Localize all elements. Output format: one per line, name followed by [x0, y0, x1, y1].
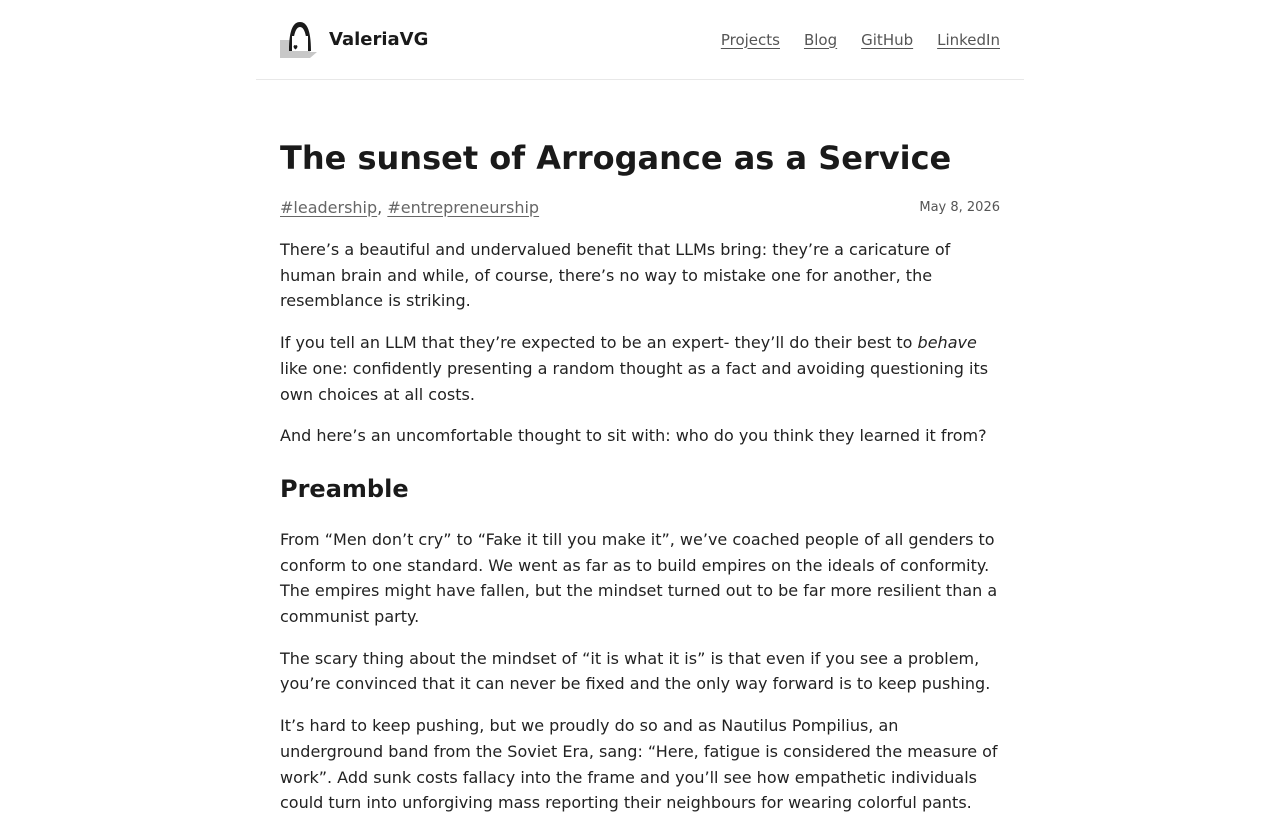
brand-link[interactable]	[280, 20, 428, 60]
article	[256, 138, 1024, 816]
post-meta	[280, 196, 1000, 218]
nav-link-linkedin[interactable]: LinkedIn	[937, 30, 1000, 49]
page-container	[256, 0, 1024, 816]
post-date: May 8, 2026	[919, 199, 1000, 215]
nav-link-github[interactable]: GitHub	[861, 30, 914, 49]
paragraph-intro: There’s a beautiful and undervalued benefit that LLMs bring: they’re a caricature of human brain and while, of course, there’s no way to mistake one for another, the resemblance is striking.	[280, 240, 951, 311]
post-title: The sunset of Arrogance as a Service	[280, 139, 952, 177]
paragraph-mindset: The scary thing about the mindset of “it is what it is” is that even if you see a problem, you’re convinced that it can never be fixed and the only way forward is to keep pushing.	[280, 648, 991, 694]
nav-link-projects[interactable]: Projects	[720, 30, 780, 49]
top-nav	[721, 31, 1000, 49]
paragraph-conformity: From “Men don’t cry” to “Fake it till you make it”, we’ve coached people of all genders to conform to one standard. We went as far as to build empires on the ideals of conformity. The empires might have fallen, but the mindset turned out to be far more resilient than a communist party.	[280, 529, 998, 627]
paragraph-question: And here’s an uncomfortable thought to sit with: who do you think they learned it from?	[280, 426, 987, 446]
brand-name: ValeriaVG	[329, 29, 429, 50]
tag-link-entrepreneurship[interactable]: #entrepreneurship	[387, 197, 540, 217]
site-header	[256, 0, 1024, 80]
paragraph-expert-start: If you tell an LLM that they’re expected to be an expert- they’ll do their best to	[280, 333, 918, 353]
avatar-logo-icon	[280, 20, 320, 60]
tag-list	[280, 198, 539, 217]
paragraph-expert-end: like one: confidently presenting a random thought as a fact and avoiding questioning its own choices at all costs.	[280, 358, 989, 404]
emphasis-behave: behave	[917, 333, 977, 353]
post-content	[280, 237, 1000, 816]
tag-link-leadership[interactable]: #leadership	[280, 197, 378, 217]
paragraph-expert	[280, 330, 1000, 407]
paragraph-fatigue: It’s hard to keep pushing, but we proudly do so and as Nautilus Pompilius, an underground band from the Soviet Era, sang: “Here, fatigue is considered the measure of work”. Add sunk costs fallacy into the frame and you’ll see how empathetic individuals could turn into unforgiving mass reporting their neighbours for wearing colorful pants.	[280, 716, 998, 813]
nav-link-blog[interactable]: Blog	[803, 30, 838, 49]
tag-separator: ,	[377, 197, 388, 217]
section-title-preamble: Preamble	[280, 474, 409, 503]
